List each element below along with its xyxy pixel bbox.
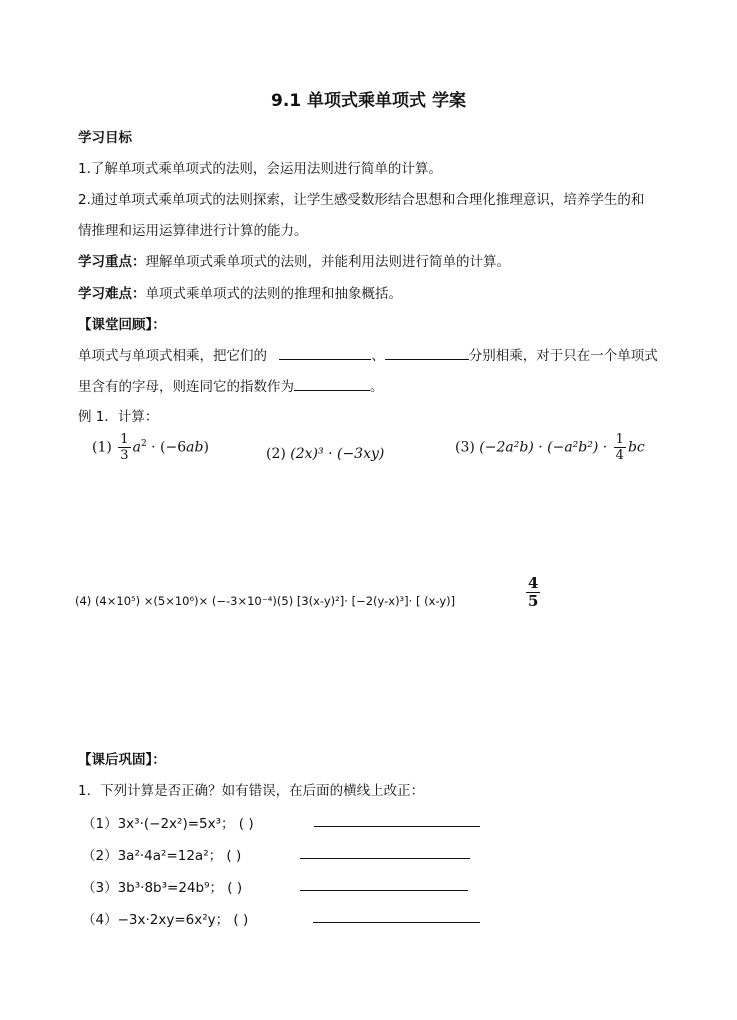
example-label: 例 1．计算： — [78, 409, 159, 425]
difficulty-label: 学习难点： — [78, 286, 146, 302]
problem-3: (3) (−2a²b) · (−a²b²) · $\frac{1}{4}$ bc — [455, 432, 645, 463]
blank-3[interactable] — [294, 378, 370, 391]
objective-2-line1: 2.通过单项式乘单项式的法则探索，让学生感受数形结合思想和合理化推理意识，培养学生的和 — [78, 192, 645, 208]
after-class-heading: 【课后巩固】： — [78, 752, 166, 768]
answer-line-4[interactable] — [313, 922, 480, 923]
key-point-text: 理解单项式乘单项式的法则，并能利用法则进行简单的计算。 — [145, 254, 510, 270]
problem-2: (2) (2x)³ · (−3xy) — [266, 446, 385, 462]
difficulty-text: 单项式乘单项式的法则的推理和抽象概括。 — [145, 286, 402, 302]
key-point-label: 学习重点： — [78, 254, 146, 270]
blank-2[interactable] — [385, 347, 469, 360]
exercise-4: （4）−3x·2xy=6x²y； ( ) — [82, 912, 249, 928]
review-line1: 单项式与单项式相乘，把它们的 、 分别相乘，对于只在一个单项式 — [78, 348, 658, 364]
key-point — [78, 250, 510, 270]
problem-1: (1) $\frac{1}{3}$ $a^2 \cdot (-6ab)$ — [92, 432, 209, 463]
fraction-one-third: $\frac{1}{3}$ — [120, 432, 129, 463]
answer-line-1[interactable] — [314, 826, 480, 827]
question-1: 1．下列计算是否正确？如有错误，在后面的横线上改正： — [78, 783, 425, 799]
difficulty — [78, 282, 402, 302]
problem-4-5-row: (4) (4×10⁵) ×(5×10⁶)× (−-3×10⁻⁴)(5) [3(x-y)²]· [−2(y-x)³]· [ (x-y)] — [75, 594, 456, 608]
answer-line-3[interactable] — [300, 890, 468, 891]
blank-1[interactable] — [279, 347, 371, 360]
objective-1: 1.了解单项式乘单项式的法则，会运用法则进行简单的计算。 — [78, 161, 442, 177]
objectives-heading: 学习目标 — [78, 130, 132, 146]
page-title: 9.1 单项式乘单项式 学案 — [271, 91, 466, 111]
answer-line-2[interactable] — [300, 858, 470, 859]
exercise-3: （3）3b³·8b³=24b⁹； ( ) — [82, 880, 243, 896]
review-heading: 【课堂回顾】： — [78, 317, 166, 333]
fraction-one-quarter: $\frac{1}{4}$ — [615, 432, 624, 463]
exercise-1: （1）3x³·(−2x²)=5x³； ( ) — [82, 816, 254, 832]
objective-2-line2: 情推理和运用运算律进行计算的能力。 — [78, 223, 308, 239]
fraction-four-fifths: $\frac{4}{5}$ — [528, 574, 539, 610]
review-line2: 里含有的字母，则连同它的指数作为 。 — [78, 379, 384, 395]
exercise-2: （2）3a²·4a²=12a²； ( ) — [82, 848, 242, 864]
